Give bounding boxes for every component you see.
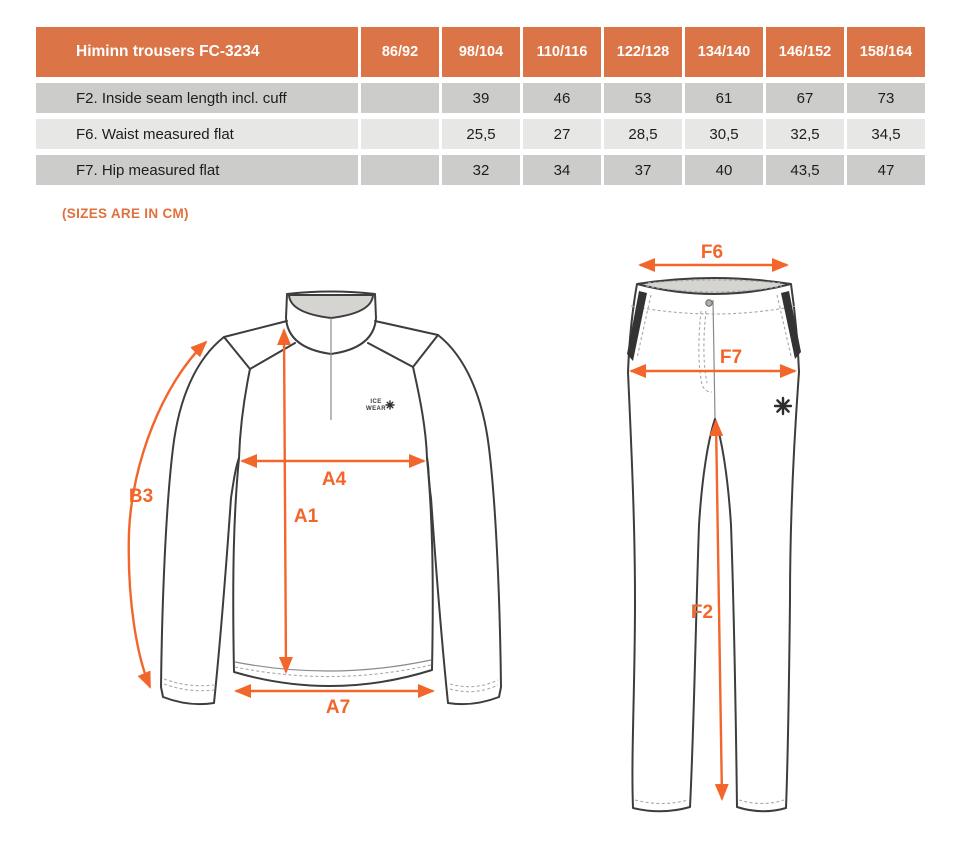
- trousers-left-pocket: [627, 291, 647, 361]
- size-column-header: 158/164: [847, 27, 925, 77]
- table-cell: 34,5: [847, 119, 925, 149]
- a1-label: A1: [293, 506, 319, 527]
- size-column-header: 134/140: [685, 27, 763, 77]
- f6-label: F6: [700, 242, 724, 263]
- shirt-hem-line: [235, 660, 431, 671]
- shirt-diagram: [129, 292, 501, 719]
- trousers-center-front: [713, 300, 715, 418]
- trousers-snowflake-icon: [775, 398, 791, 414]
- table-cell: 67: [766, 83, 844, 113]
- table-cell: 46: [523, 83, 601, 113]
- size-column-header: 122/128: [604, 27, 682, 77]
- table-cell: 25,5: [442, 119, 520, 149]
- a4-label: A4: [321, 469, 347, 490]
- shirt-body: [233, 458, 433, 686]
- a1-length-arrow: [284, 330, 286, 672]
- trousers-button: [706, 300, 712, 306]
- trousers-hem-stitch: [635, 800, 784, 804]
- f2-label: F2: [690, 602, 714, 623]
- a7-label: A7: [325, 697, 351, 718]
- f7-label: F7: [719, 347, 743, 368]
- trousers-diagram: [627, 242, 801, 811]
- table-cell: 43,5: [766, 155, 844, 185]
- row-label: F6. Waist measured flat: [36, 119, 358, 149]
- trousers-right-pocket: [781, 291, 801, 359]
- row-label: F2. Inside seam length incl. cuff: [36, 83, 358, 113]
- table-title: Himinn trousers FC-3234: [36, 27, 358, 77]
- shirt-right-yoke: [368, 321, 438, 367]
- shirt-left-sleeve: [161, 337, 239, 704]
- logo-snowflake-icon: [386, 401, 394, 409]
- shirt-collar-inner: [289, 295, 373, 318]
- table-cell: 47: [847, 155, 925, 185]
- size-column-header: 146/152: [766, 27, 844, 77]
- table-cell: 53: [604, 83, 682, 113]
- table-cell: 27: [523, 119, 601, 149]
- shirt-raglan-seams: [239, 367, 427, 458]
- shirt-right-cuff-stitch: [450, 680, 498, 692]
- size-column-header: 86/92: [361, 27, 439, 77]
- icewear-logo: [366, 399, 394, 412]
- b3-label: B3: [128, 486, 154, 507]
- trousers-fly-stitch: [699, 311, 712, 392]
- table-cell: 37: [604, 155, 682, 185]
- table-cell: 32: [442, 155, 520, 185]
- shirt-right-sleeve: [427, 335, 501, 704]
- row-label: F7. Hip measured flat: [36, 155, 358, 185]
- table-cell: 32,5: [766, 119, 844, 149]
- table-cell: 40: [685, 155, 763, 185]
- table-cell: 39: [442, 83, 520, 113]
- size-column-header: 110/116: [523, 27, 601, 77]
- logo-text-ice: ICE: [370, 399, 382, 405]
- f2-inseam-arrow: [716, 421, 722, 799]
- table-cell: 61: [685, 83, 763, 113]
- units-note: (SIZES ARE IN CM): [62, 206, 189, 221]
- shirt-left-cuff-stitch: [164, 679, 214, 691]
- table-cell: 30,5: [685, 119, 763, 149]
- logo-text-wear: WEAR: [366, 406, 386, 412]
- size-column-header: 98/104: [442, 27, 520, 77]
- table-cell: 34: [523, 155, 601, 185]
- table-cell: 73: [847, 83, 925, 113]
- table-cell: 28,5: [604, 119, 682, 149]
